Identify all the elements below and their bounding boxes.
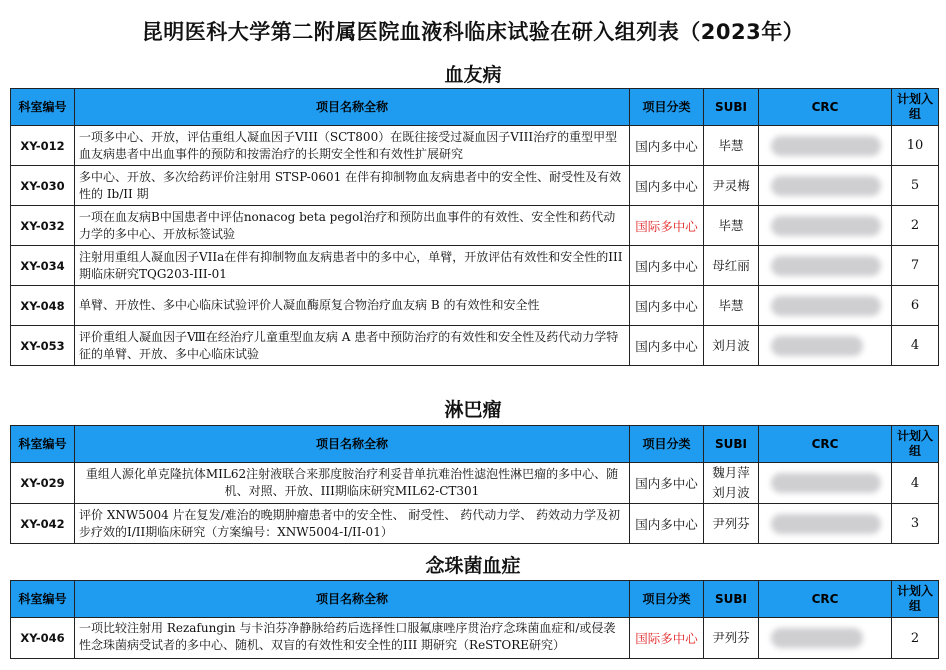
row-name: 一项多中心、开放，评估重组人凝血因子VIII（SCT800）在既往接受过凝血因子VIII治疗的重型甲型血友病患者中出血事件的预防和按需治疗的长期安全性和有效性扩展研究 (75, 126, 630, 166)
row-category: 国内多中心 (630, 326, 704, 366)
header-category: 项目分类 (630, 89, 704, 126)
table-row (11, 166, 939, 206)
header-subi: SUBI (704, 426, 759, 463)
row-crc-redacted (759, 618, 892, 659)
row-plan: 6 (892, 286, 939, 326)
table-row (11, 326, 939, 366)
row-code: XY-042 (11, 504, 75, 544)
row-category: 国内多中心 (630, 126, 704, 166)
section-title-lymphoma: 淋巴瘤 (444, 399, 502, 421)
row-subi: 尹列芬 (704, 504, 759, 544)
header-code: 科室编号 (11, 426, 75, 463)
row-code: XY-029 (11, 463, 75, 504)
row-subi: 毕慧 (704, 206, 759, 246)
row-category: 国内多中心 (630, 463, 704, 504)
row-subi: 刘月波 (704, 326, 759, 366)
row-code: XY-030 (11, 166, 75, 206)
row-name: 重组人源化单克隆抗体MIL62注射液联合来那度胺治疗利妥昔单抗难治性滤泡性淋巴瘤的多中心、随机、对照、开放、III期临床研究MIL62-CT301 (75, 463, 630, 504)
row-name-text: 一项比较注射用 Rezafungin 与卡泊芬净静脉给药后选择性口服氟康唑序贯治疗念珠菌血症和/或侵袭性念珠菌病受试者的多中心、随机、双盲的有效性和安全性的III 期研究（ReSTORE研究） (79, 621, 616, 652)
table-row (11, 504, 939, 544)
header-category: 项目分类 (630, 426, 704, 463)
row-name: 评价重组人凝血因子Ⅷ在经治疗儿童重型血友病 A 患者中预防治疗的有效性和安全性及药代动力学特征的单臂、开放、多中心临床试验 (75, 326, 630, 366)
row-crc-redacted (759, 286, 892, 326)
row-name: 评价 XNW5004 片在复发/难治的晚期肿瘤患者中的安全性、 耐受性、 药代动力学、 药效动力学及初步疗效的I/II期临床研究（方案编号：XNW5004-I/II-01） (75, 504, 630, 544)
row-plan: 5 (892, 166, 939, 206)
row-code: XY-053 (11, 326, 75, 366)
row-subi: 母红丽 (704, 246, 759, 286)
row-subi: 毕慧 (704, 126, 759, 166)
table-header-row (11, 581, 939, 618)
row-code: XY-012 (11, 126, 75, 166)
header-code: 科室编号 (11, 581, 75, 618)
row-code: XY-034 (11, 246, 75, 286)
row-crc-redacted (759, 504, 892, 544)
subi-line: 魏月萍 (712, 465, 750, 480)
row-subi: 毕慧 (704, 286, 759, 326)
header-plan: 计划入组 (892, 89, 939, 126)
row-code: XY-032 (11, 206, 75, 246)
row-crc-redacted (759, 126, 892, 166)
row-name: 单臂、开放性、多中心临床试验评价人凝血酶原复合物治疗血友病 B 的有效性和安全性 (75, 286, 630, 326)
section-title-hemophilia: 血友病 (444, 64, 502, 86)
row-category: 国际多中心 (630, 618, 704, 659)
section-title-candidemia: 念珠菌血症 (425, 555, 521, 577)
table-row (11, 618, 939, 659)
header-category: 项目分类 (630, 581, 704, 618)
row-category: 国内多中心 (630, 246, 704, 286)
header-plan: 计划入组 (892, 426, 939, 463)
row-name (75, 618, 630, 659)
header-code: 科室编号 (11, 89, 75, 126)
row-plan: 3 (892, 504, 939, 544)
row-category: 国内多中心 (630, 504, 704, 544)
table-row (11, 126, 939, 166)
header-subi: SUBI (704, 581, 759, 618)
row-plan: 4 (892, 326, 939, 366)
header-crc: CRC (759, 581, 892, 618)
row-subi: 尹灵梅 (704, 166, 759, 206)
row-category: 国内多中心 (630, 166, 704, 206)
row-plan: 7 (892, 246, 939, 286)
subi-line: 刘月波 (712, 485, 750, 500)
table-hemophilia (10, 88, 939, 366)
table-header-row (11, 89, 939, 126)
row-crc-redacted (759, 463, 892, 504)
header-subi: SUBI (704, 89, 759, 126)
row-plan: 2 (892, 206, 939, 246)
row-code: XY-048 (11, 286, 75, 326)
page-title: 昆明医科大学第二附属医院血液科临床试验在研入组列表（2023年） (141, 20, 805, 44)
header-name: 项目名称全称 (75, 89, 630, 126)
table-candidemia (10, 580, 939, 659)
row-name: 多中心、开放、多次给药评价注射用 STSP-0601 在伴有抑制物血友病患者中的安全性、耐受性及有效性的 Ib/II 期 (75, 166, 630, 206)
row-plan: 2 (892, 618, 939, 659)
row-crc-redacted (759, 206, 892, 246)
table-row (11, 206, 939, 246)
table-row (11, 286, 939, 326)
header-name: 项目名称全称 (75, 426, 630, 463)
row-crc-redacted (759, 326, 892, 366)
row-code: XY-046 (11, 618, 75, 659)
header-plan: 计划入组 (892, 581, 939, 618)
row-name: 一项在血友病B中国患者中评估nonacog beta pegol治疗和预防出血事件的有效性、安全性和药代动力学的多中心、开放标签试验 (75, 206, 630, 246)
row-subi: 尹列芬 (704, 618, 759, 659)
table-row (11, 246, 939, 286)
header-crc: CRC (759, 426, 892, 463)
table-row (11, 463, 939, 504)
row-category: 国内多中心 (630, 286, 704, 326)
table-header-row (11, 426, 939, 463)
row-plan: 4 (892, 463, 939, 504)
row-crc-redacted (759, 246, 892, 286)
header-crc: CRC (759, 89, 892, 126)
row-category: 国际多中心 (630, 206, 704, 246)
header-name: 项目名称全称 (75, 581, 630, 618)
row-name: 注射用重组人凝血因子VIIa在伴有抑制物血友病患者中的多中心，单臂，开放评估有效性和安全性的III期临床研究TQG203-III-01 (75, 246, 630, 286)
row-crc-redacted (759, 166, 892, 206)
table-lymphoma (10, 425, 939, 544)
row-plan: 10 (892, 126, 939, 166)
row-subi (704, 463, 759, 504)
